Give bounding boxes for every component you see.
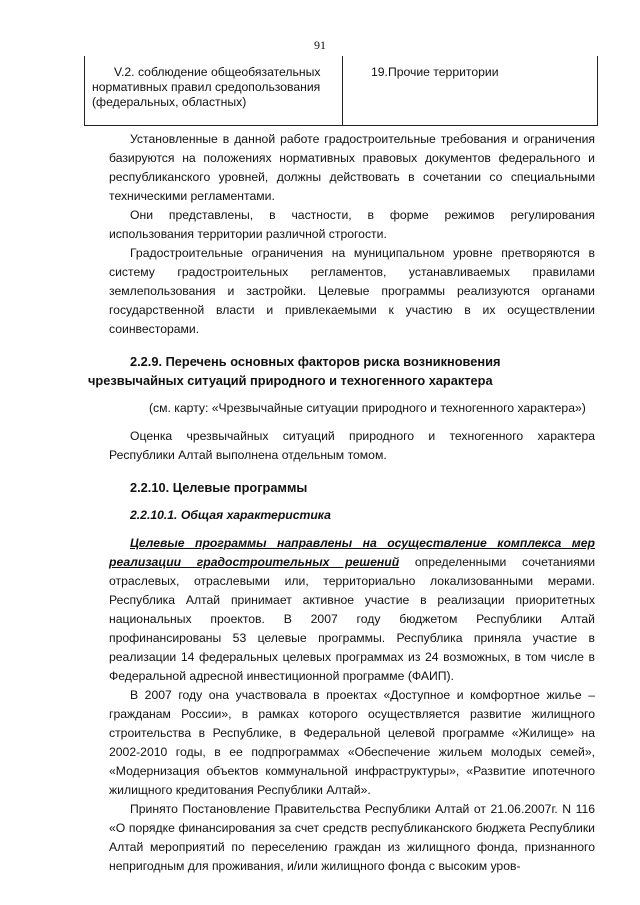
map-reference-note: (см. карту: «Чрезвычайные ситуации природного и техногенного характера») bbox=[149, 401, 586, 415]
paragraph-target-programs bbox=[109, 534, 595, 686]
section-heading-2-2-9-line2: чрезвычайных ситуаций природного и техногенного характера bbox=[88, 373, 493, 388]
paragraph-requirements: Установленные в данной работе градостроительные требования и ограничения базируются на положениях нормативных правовых документов федерального и республиканского уровней, должны действовать в сочетании со специальными техническими регламентами. bbox=[109, 132, 595, 203]
section-heading-2-2-9-line1: 2.2.9. Перечень основных факторов риска возникновения bbox=[130, 354, 501, 369]
table-fragment bbox=[84, 56, 598, 126]
document-body bbox=[88, 130, 595, 876]
table-column-divider bbox=[342, 56, 343, 125]
section-heading-2-2-10: 2.2.10. Целевые программы bbox=[130, 480, 308, 495]
paragraph-target-programs-text: определенными сочетаниями отраслевых, отраслевыми или, территориально локализованными мерами. Республика Алтай принимает активное участие в реализации приоритетных национальных проектов. В 2007 году бюджетом Республики Алтай профинансированы 53 целевые программы. Республика приняла участие в реализации 14 федеральных целевых программах из 24 возможных, в том числе в Федеральной адресной инвестиционной программе (ФАИП). bbox=[109, 555, 595, 683]
paragraph-resolution: Принято Постановление Правительства Республики Алтай от 21.06.2007г. N 116 «О порядке финансирования за счет средств республиканского бюджета Республики Алтай мероприятий по переселению граждан из жилищного фонда, признанного непригодным для проживания, и/или жилищного фонда с высоким уров- bbox=[109, 802, 595, 873]
paragraph-regimes: Они представлены, в частности, в форме режимов регулирования использования территории различной строгости. bbox=[109, 208, 595, 241]
emphasized-definition: Целевые программы направлены на осуществление комплекса мер реализации градостроительных решений bbox=[109, 536, 595, 569]
paragraph-municipal: Градостроительные ограничения на муниципальном уровне претворяются в систему градостроительных регламентов, устанавливаемых правилами землепользования и застройки. Целевые программы реализуются органами государственной власти и привлекаемыми к участию в их осуществлении соинвесторами. bbox=[109, 246, 595, 336]
table-cell-left-line1: V.2. соблюдение общеобязательных bbox=[114, 65, 321, 79]
table-cell-right: 19.Прочие территории bbox=[371, 65, 499, 79]
subsection-heading-2-2-10-1: 2.2.10.1. Общая характеристика bbox=[130, 508, 331, 522]
table-cell-left bbox=[92, 65, 338, 110]
table-cell-left-rest: нормативных правил средопользования (федеральных, областных) bbox=[92, 80, 321, 109]
page-number: 91 bbox=[314, 38, 326, 52]
paragraph-emergency-assessment: Оценка чрезвычайных ситуаций природного и техногенного характера Республики Алтай выполнена отдельным томом. bbox=[109, 429, 595, 462]
section-heading-2-2-9 bbox=[88, 352, 595, 390]
paragraph-2007-projects: В 2007 году она участвовала в проектах «Доступное и комфортное жилье – гражданам России», в рамках которого осуществляется развитие жилищного строительства в Республике, в Федеральной целевой программе «Жилище» на 2002-2010 годы, в ее подпрограммах «Обеспечение жильем молодых семей», «Модернизация объектов коммунальной инфраструктуры», «Развитие ипотечного жилищного кредитования Республики Алтай». bbox=[109, 688, 595, 797]
